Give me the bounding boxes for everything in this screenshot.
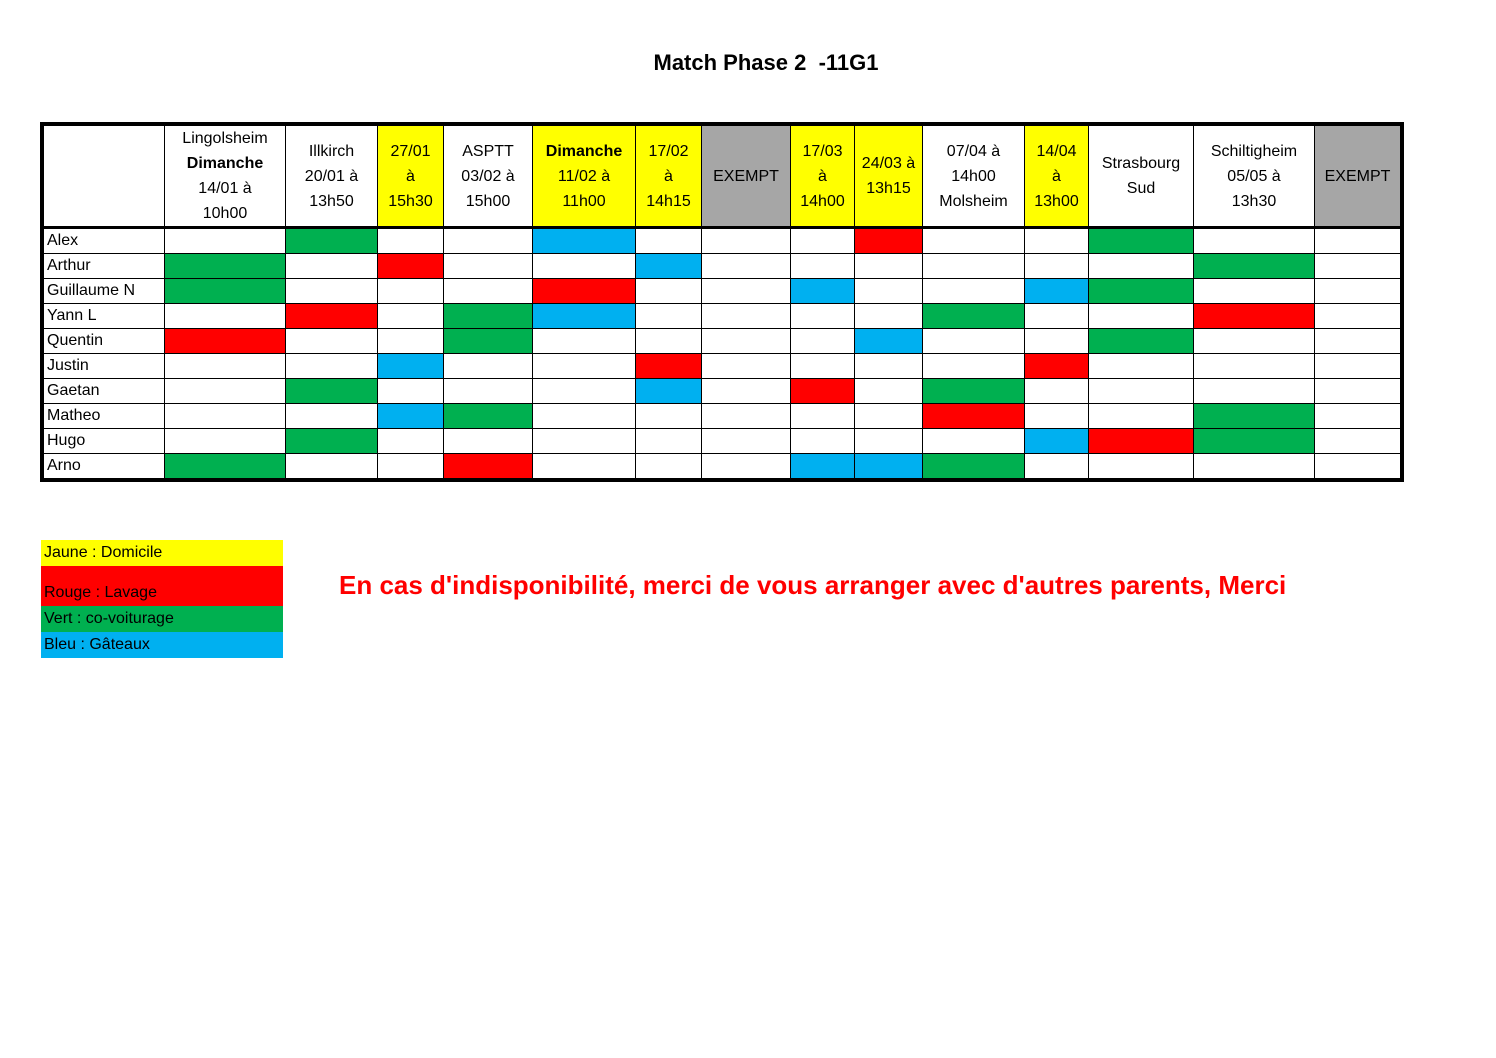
assignment-cell [702, 254, 791, 279]
match-header-line: ASPTT [462, 142, 514, 160]
assignment-cell [791, 429, 855, 454]
assignment-cell [1025, 228, 1089, 254]
assignment-cell [533, 404, 636, 429]
assignment-cell [444, 379, 533, 404]
assignment-cell [636, 228, 702, 254]
match-header-0 [165, 126, 286, 228]
legend-label: Rouge : Lavage [44, 584, 157, 601]
assignment-cell [1025, 429, 1089, 454]
assignment-cell [286, 228, 378, 254]
assignment-cell [533, 354, 636, 379]
assignment-cell [165, 429, 286, 454]
legend-item [41, 540, 283, 566]
assignment-cell [1194, 354, 1315, 379]
assignment-cell [923, 254, 1025, 279]
match-header-line: Sud [1126, 180, 1156, 197]
assignment-cell [286, 404, 378, 429]
assignment-cell [286, 379, 378, 404]
match-header-line: EXEMPT [713, 167, 779, 185]
assignment-cell [1025, 379, 1089, 404]
assignment-cell [636, 429, 702, 454]
match-header-line: 13h15 [866, 180, 911, 197]
assignment-cell [1089, 454, 1194, 479]
assignment-cell [286, 279, 378, 304]
assignment-cell [1315, 228, 1401, 254]
assignment-cell [1194, 279, 1315, 304]
assignment-cell [1025, 329, 1089, 354]
player-name: Justin [44, 354, 165, 379]
assignment-cell [286, 354, 378, 379]
assignment-cell [636, 254, 702, 279]
assignment-cell [378, 279, 444, 304]
legend-label: Bleu : Gâteaux [44, 636, 150, 653]
assignment-cell [378, 354, 444, 379]
match-header-6 [702, 126, 791, 228]
assignment-cell [165, 354, 286, 379]
assignment-cell [1315, 254, 1401, 279]
match-header-line: 27/01 [390, 142, 431, 160]
assignment-cell [286, 329, 378, 354]
assignment-cell [286, 254, 378, 279]
assignment-cell [1089, 329, 1194, 354]
assignment-cell [855, 228, 923, 254]
assignment-cell [378, 454, 444, 479]
assignment-cell [378, 254, 444, 279]
player-row [44, 354, 1401, 379]
assignment-cell [533, 379, 636, 404]
match-header-line: Lingolsheim [182, 130, 268, 147]
match-header-line: à [818, 167, 827, 185]
match-header-7 [791, 126, 855, 228]
assignment-cell [791, 454, 855, 479]
assignment-cell [444, 404, 533, 429]
assignment-cell [533, 228, 636, 254]
assignment-cell [1089, 228, 1194, 254]
assignment-cell [702, 228, 791, 254]
assignment-cell [444, 254, 533, 279]
assignment-cell [1025, 404, 1089, 429]
match-header-line: 10h00 [202, 205, 248, 222]
match-header-line: Molsheim [939, 192, 1008, 210]
match-header-line: 14/04 [1036, 142, 1077, 160]
assignment-cell [923, 404, 1025, 429]
legend-item [41, 566, 283, 606]
assignment-cell [286, 454, 378, 479]
match-header-line: 14h00 [951, 167, 996, 185]
assignment-cell [1194, 404, 1315, 429]
assignment-cell [1089, 304, 1194, 329]
match-header-line: EXEMPT [1324, 167, 1391, 185]
player-row [44, 279, 1401, 304]
assignment-cell [444, 329, 533, 354]
assignment-cell [1089, 354, 1194, 379]
assignment-cell [791, 304, 855, 329]
assignment-cell [378, 304, 444, 329]
match-header-line: 14h15 [646, 192, 691, 210]
legend-item [41, 606, 283, 632]
match-header-12 [1194, 126, 1315, 228]
assignment-cell [444, 454, 533, 479]
header-corner-cell [44, 126, 165, 228]
assignment-cell [378, 329, 444, 354]
assignment-cell [791, 354, 855, 379]
assignment-cell [1194, 454, 1315, 479]
match-header-line: 11/02 à [557, 167, 611, 185]
assignment-cell [1025, 254, 1089, 279]
assignment-cell [444, 304, 533, 329]
match-header-line: 13h00 [1034, 192, 1079, 210]
player-name: Quentin [44, 329, 165, 354]
player-name: Guillaume N [44, 279, 165, 304]
match-header-5 [636, 126, 702, 228]
assignment-cell [1315, 279, 1401, 304]
assignment-cell [444, 228, 533, 254]
assignment-cell [923, 329, 1025, 354]
assignment-cell [923, 454, 1025, 479]
match-header-1 [286, 126, 378, 228]
legend-label: Jaune : Domicile [44, 544, 163, 561]
match-header-line: à [664, 167, 673, 185]
assignment-cell [702, 279, 791, 304]
assignment-cell [923, 354, 1025, 379]
assignment-cell [1315, 404, 1401, 429]
legend-label: Vert : co-voiturage [44, 610, 174, 627]
player-name: Gaetan [44, 379, 165, 404]
match-header-line: 03/02 à [461, 167, 515, 185]
assignment-cell [444, 279, 533, 304]
assignment-cell [165, 454, 286, 479]
assignment-cell [1089, 404, 1194, 429]
assignment-cell [636, 454, 702, 479]
player-row [44, 404, 1401, 429]
assignment-cell [702, 329, 791, 354]
assignment-cell [1025, 354, 1089, 379]
assignment-cell [533, 329, 636, 354]
assignment-cell [286, 429, 378, 454]
player-row [44, 429, 1401, 454]
assignment-cell [165, 228, 286, 254]
assignment-cell [923, 379, 1025, 404]
assignment-cell [165, 379, 286, 404]
assignment-cell [165, 279, 286, 304]
assignment-cell [636, 279, 702, 304]
assignment-cell [378, 379, 444, 404]
assignment-cell [1089, 429, 1194, 454]
match-header-line: 15h30 [388, 192, 433, 210]
assignment-cell [1315, 354, 1401, 379]
assignment-cell [1025, 279, 1089, 304]
assignment-cell [702, 379, 791, 404]
assignment-cell [1194, 429, 1315, 454]
player-name: Arno [44, 454, 165, 479]
match-header-line: 15h00 [465, 192, 511, 210]
match-header-line: Schiltigheim [1210, 142, 1298, 160]
assignment-cell [791, 404, 855, 429]
match-header-line: Illkirch [308, 142, 355, 160]
match-header-line: 13h30 [1231, 192, 1277, 210]
assignment-cell [923, 304, 1025, 329]
assignment-cell [1194, 254, 1315, 279]
assignment-cell [923, 228, 1025, 254]
assignment-cell [286, 304, 378, 329]
match-header-line: à [1052, 167, 1061, 185]
assignment-cell [791, 228, 855, 254]
player-row [44, 329, 1401, 354]
player-row [44, 254, 1401, 279]
assignment-cell [636, 404, 702, 429]
player-name: Arthur [44, 254, 165, 279]
assignment-cell [791, 254, 855, 279]
assignment-cell [855, 279, 923, 304]
color-legend [41, 540, 283, 658]
match-header-8 [855, 126, 923, 228]
assignment-cell [855, 329, 923, 354]
assignment-cell [1315, 379, 1401, 404]
match-header-line: 17/02 [648, 142, 689, 160]
match-header-3 [444, 126, 533, 228]
assignment-cell [791, 279, 855, 304]
assignment-cell [1025, 304, 1089, 329]
assignment-cell [636, 379, 702, 404]
assignment-cell [636, 354, 702, 379]
assignment-cell [165, 304, 286, 329]
assignment-cell [444, 354, 533, 379]
match-header-line: Dimanche [545, 142, 623, 160]
match-header-line: 24/03 à [861, 155, 916, 172]
schedule-table [43, 125, 1401, 479]
player-row [44, 454, 1401, 479]
assignment-cell [533, 429, 636, 454]
assignment-cell [1089, 379, 1194, 404]
match-header-4 [533, 126, 636, 228]
assignment-cell [791, 379, 855, 404]
match-header-line: 20/01 à [304, 167, 359, 185]
player-row [44, 304, 1401, 329]
assignment-cell [855, 354, 923, 379]
assignment-cell [702, 304, 791, 329]
assignment-cell [636, 304, 702, 329]
assignment-cell [533, 254, 636, 279]
assignment-cell [702, 354, 791, 379]
assignment-cell [444, 429, 533, 454]
match-header-line: 17/03 [802, 142, 843, 160]
assignment-cell [533, 279, 636, 304]
assignment-cell [855, 254, 923, 279]
assignment-cell [855, 304, 923, 329]
assignment-cell [923, 429, 1025, 454]
match-header-line: 14h00 [800, 192, 845, 210]
assignment-cell [791, 329, 855, 354]
assignment-cell [636, 329, 702, 354]
assignment-cell [1315, 454, 1401, 479]
header-row [44, 126, 1401, 228]
player-row [44, 379, 1401, 404]
assignment-cell [533, 454, 636, 479]
assignment-cell [165, 254, 286, 279]
assignment-cell [1089, 279, 1194, 304]
assignment-cell [165, 404, 286, 429]
assignment-cell [1315, 329, 1401, 354]
unavailability-notice: En cas d'indisponibilité, merci de vous arranger avec d'autres parents, Merci [339, 570, 1287, 600]
assignment-cell [1194, 228, 1315, 254]
player-row [44, 228, 1401, 254]
assignment-cell [855, 454, 923, 479]
assignment-cell [855, 379, 923, 404]
match-header-line: 07/04 à [946, 142, 1001, 160]
assignment-cell [165, 329, 286, 354]
assignment-cell [855, 429, 923, 454]
match-header-line: Strasbourg [1101, 155, 1181, 172]
player-name: Alex [44, 228, 165, 254]
assignment-cell [923, 279, 1025, 304]
assignment-cell [1089, 254, 1194, 279]
assignment-cell [378, 404, 444, 429]
assignment-cell [855, 404, 923, 429]
match-header-line: à [406, 167, 415, 185]
match-header-line: 13h50 [309, 192, 354, 210]
assignment-cell [1194, 329, 1315, 354]
assignment-cell [702, 429, 791, 454]
assignment-cell [1315, 429, 1401, 454]
assignment-cell [378, 429, 444, 454]
match-header-2 [378, 126, 444, 228]
assignment-cell [378, 228, 444, 254]
assignment-cell [1194, 379, 1315, 404]
page-title: Match Phase 2 -11G1 [653, 50, 879, 75]
match-header-line: 05/05 à [1227, 167, 1281, 185]
assignment-cell [533, 304, 636, 329]
assignment-cell [1315, 304, 1401, 329]
match-header-13 [1315, 126, 1401, 228]
match-header-11 [1089, 126, 1194, 228]
match-header-10 [1025, 126, 1089, 228]
assignment-cell [702, 454, 791, 479]
assignment-cell [1025, 454, 1089, 479]
match-header-line: Dimanche [186, 155, 264, 172]
match-header-line: 14/01 à [198, 180, 252, 197]
player-name: Hugo [44, 429, 165, 454]
legend-item [41, 632, 283, 658]
match-header-9 [923, 126, 1025, 228]
player-name: Yann L [44, 304, 165, 329]
assignment-cell [1194, 304, 1315, 329]
assignment-cell [702, 404, 791, 429]
schedule-table-frame [40, 122, 1404, 482]
player-name: Matheo [44, 404, 165, 429]
match-header-line: 11h00 [562, 192, 606, 210]
